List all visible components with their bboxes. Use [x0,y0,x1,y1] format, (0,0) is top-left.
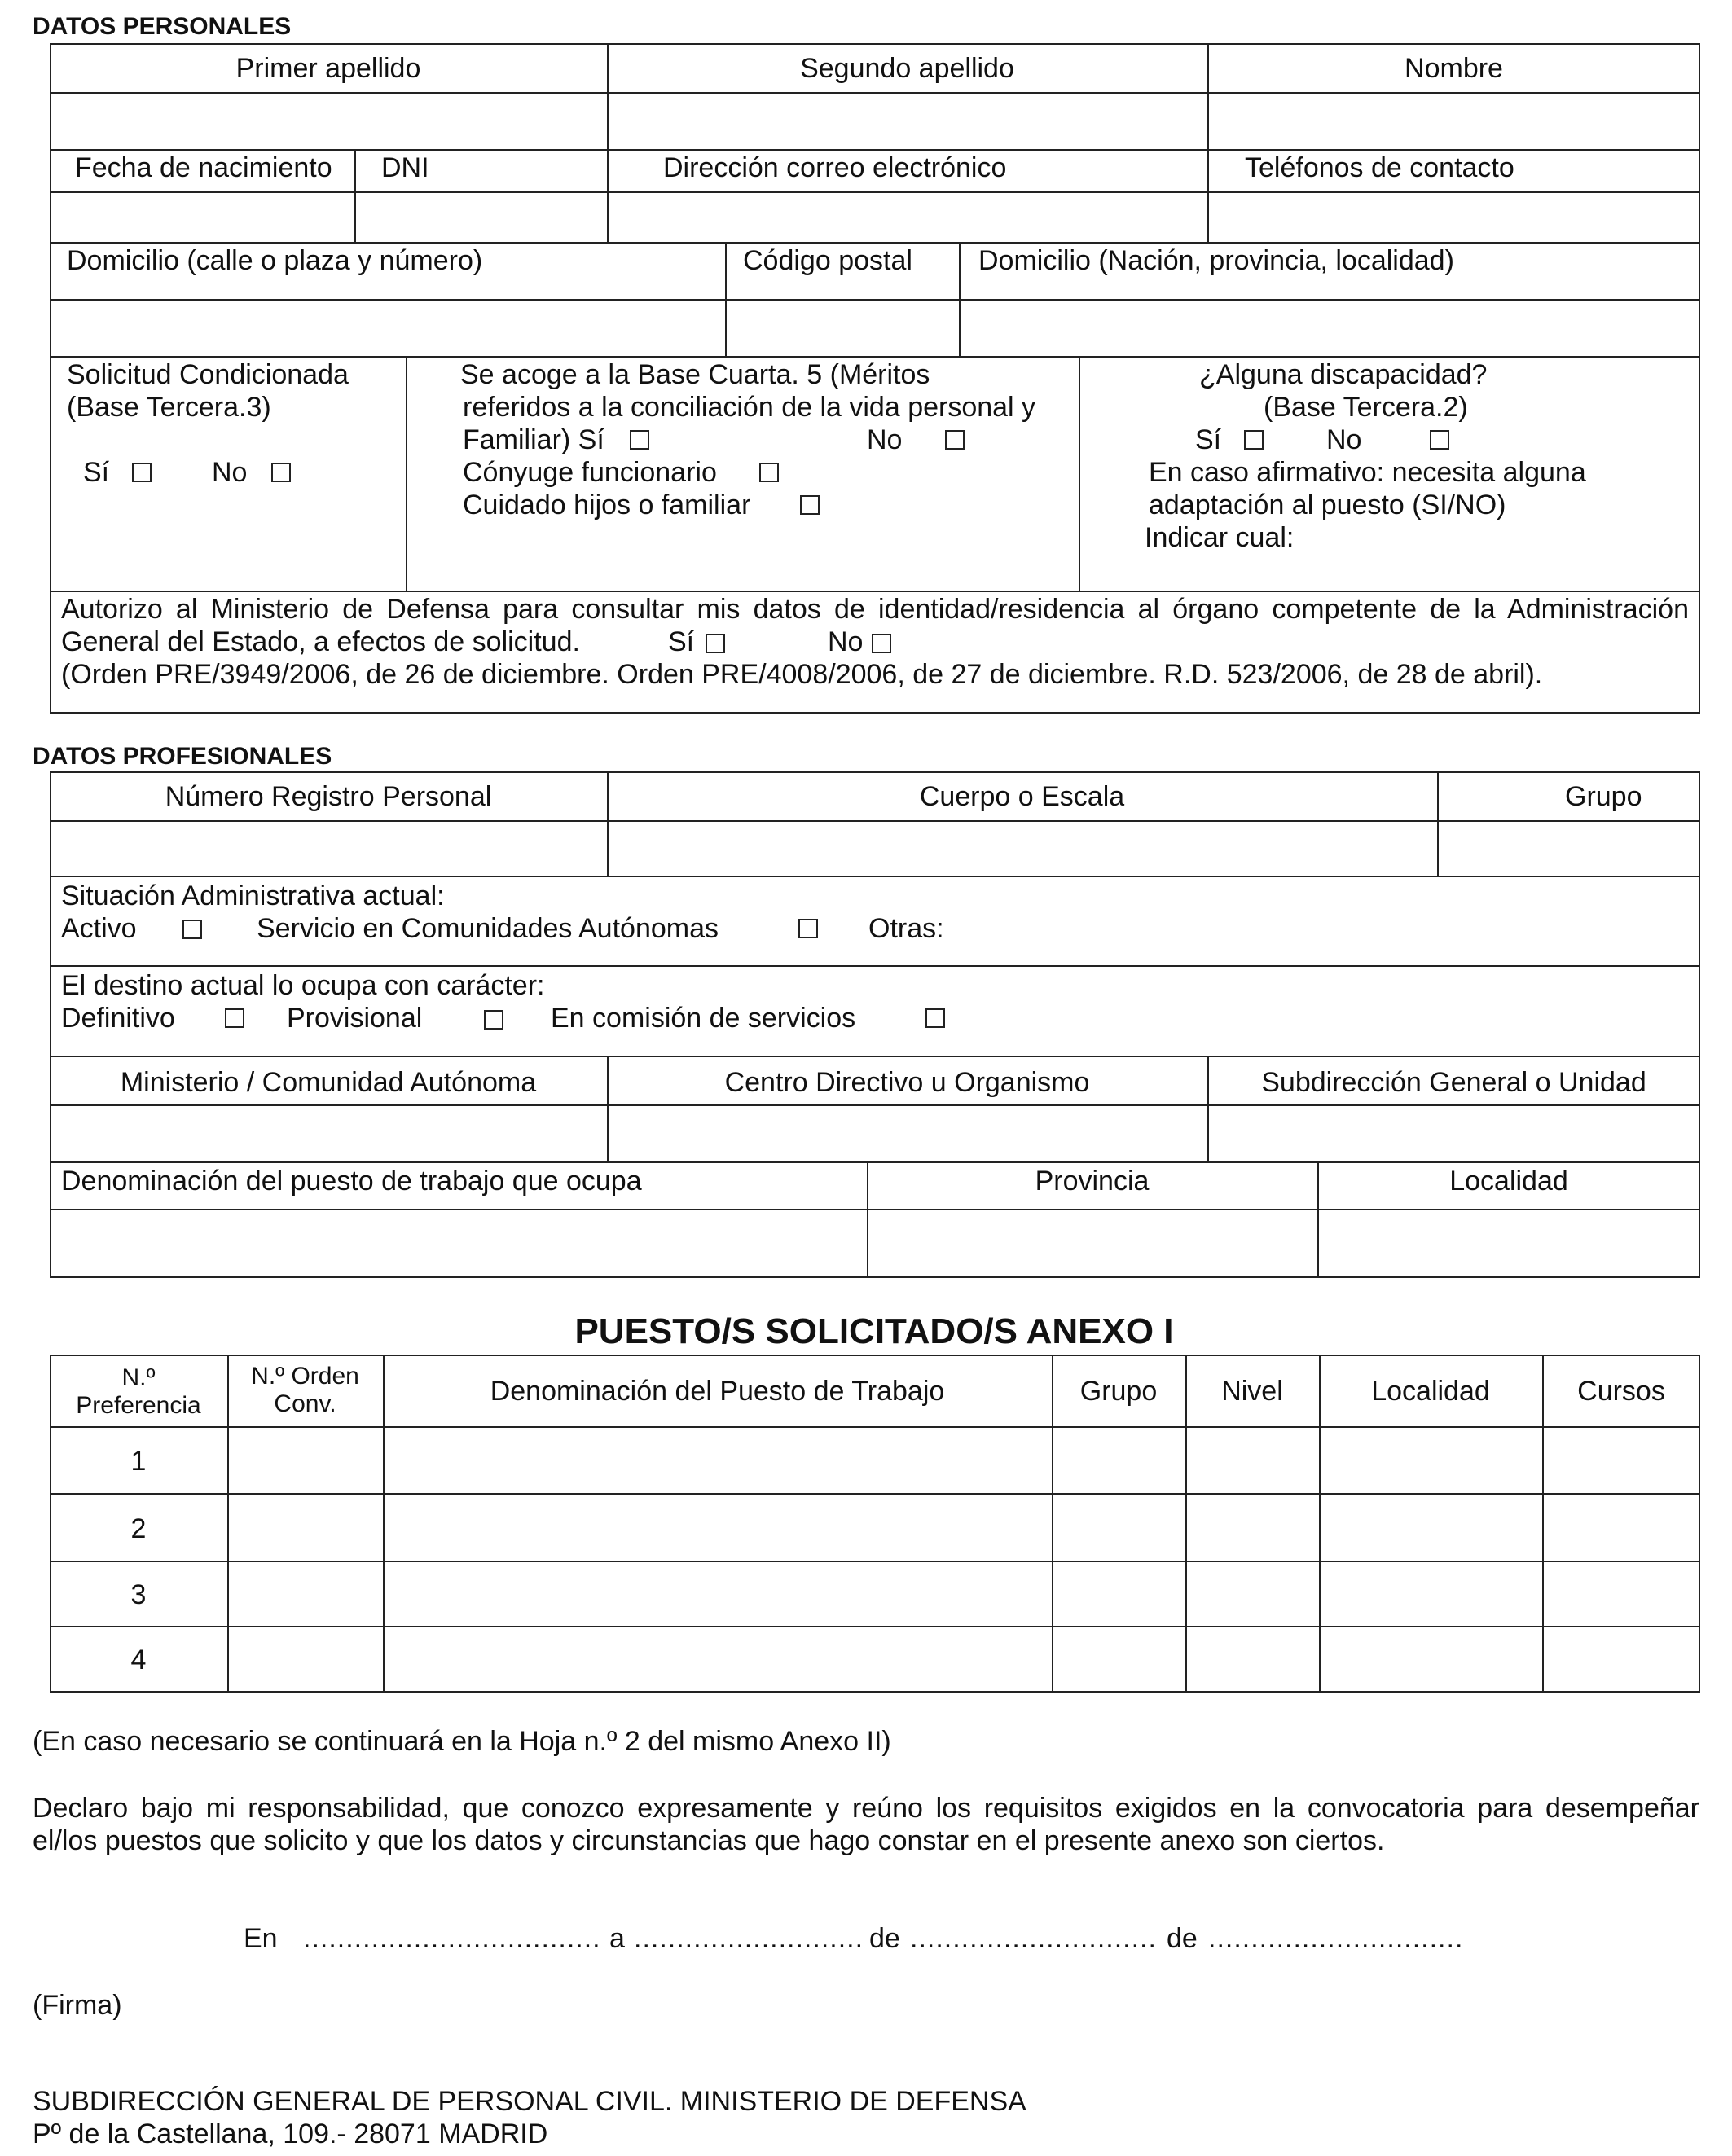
primer-apellido-field[interactable] [51,94,605,147]
denominacion-field[interactable] [51,1210,865,1276]
autorizo-si-checkbox[interactable] [706,634,725,653]
indicar-label: Indicar cual: [1145,522,1295,553]
professional-section-title: DATOS PROFESIONALES [33,743,332,770]
definitivo-checkbox[interactable] [225,1008,244,1028]
condicionada-base-label: (Base Tercera.3) [67,392,271,423]
codigo-postal-field[interactable] [727,301,957,354]
domicilio-calle-label: Domicilio (calle o plaza y número) [67,245,483,276]
discapacidad-si-checkbox[interactable] [1244,430,1264,450]
grupo-label: Grupo [1565,781,1642,812]
activo-checkbox[interactable] [182,920,202,939]
autorizo-no-checkbox[interactable] [872,634,891,653]
condicionada-label: Solicitud Condicionada [67,359,349,390]
fecha-mes-field[interactable]: ............................. [910,1923,1157,1954]
autorizo-text: Autorizo al Ministerio de Defensa para consultar mis datos de identidad/residencia al órgano competente de la Administración [61,594,1689,625]
personal-section-title: DATOS PERSONALES [33,13,292,40]
nrp-label: Número Registro Personal [165,781,492,812]
fecha-nacimiento-label: Fecha de nacimiento [75,152,332,183]
destino-label: El destino actual lo ocupa con carácter: [61,970,545,1001]
otras-label: Otras: [868,913,944,944]
declaracion-text: Declaro bajo mi responsabilidad, que conozco expresamente y reúno los requisitos exigidos en la convocatoria para desempeñar [33,1793,1699,1824]
table-row-number: 1 [130,1446,147,1477]
fecha-en-label: En [244,1923,278,1954]
condicionada-no-label: No [212,457,248,488]
subdireccion-field[interactable] [1209,1106,1699,1160]
dni-label: DNI [381,152,429,183]
cuerpo-label: Cuerpo o Escala [919,781,1125,812]
grupo-field[interactable] [1439,822,1699,874]
discapacidad-no-label: No [1326,424,1362,455]
conyuge-label: Cónyuge funcionario [463,457,717,488]
provisional-checkbox[interactable] [484,1010,503,1030]
domicilio-nacion-field[interactable] [961,301,1699,354]
definitivo-label: Definitivo [61,1003,175,1034]
denominacion-label: Denominación del puesto de trabajo que ocupa [61,1166,642,1197]
domicilio-calle-field[interactable] [51,301,723,354]
declaracion-text-2: el/los puestos que solicito y que los datos y circunstancias que hago constar en el presente anexo son ciertos. [33,1825,1385,1856]
organismo-line-2: Pº de la Castellana, 109.- 28071 MADRID [33,2119,548,2149]
provincia-field[interactable] [868,1210,1316,1276]
telefonos-label: Teléfonos de contacto [1245,152,1514,183]
fecha-nacimiento-field[interactable] [51,193,353,240]
puestos-title: PUESTO/S SOLICITADO/S ANEXO I [574,1311,1174,1351]
ministerio-field[interactable] [51,1106,605,1160]
afirmativo-label: En caso afirmativo: necesita alguna [1149,457,1586,488]
primer-apellido-label: Primer apellido [235,53,421,84]
condicionada-si-checkbox[interactable] [132,463,152,482]
subdireccion-label: Subdirección General o Unidad [1261,1067,1646,1098]
base-cuarta-label-2: referidos a la conciliación de la vida personal y [463,392,1036,423]
base-cuarta-no-label: No [867,424,903,455]
orden-header [227,1363,383,1418]
autorizo-no-label: No [828,626,864,657]
centro-field[interactable] [609,1106,1206,1160]
segundo-apellido-label: Segundo apellido [800,53,1014,84]
discapacidad-no-checkbox[interactable] [1430,430,1449,450]
activo-label: Activo [61,913,137,944]
orden-header-line-2: Conv. [274,1390,336,1417]
pref-header-line-2: Preferencia [76,1392,201,1419]
codigo-postal-label: Código postal [743,245,912,276]
provisional-label: Provisional [287,1003,423,1034]
base-cuarta-no-checkbox[interactable] [945,430,965,450]
fecha-dia-field[interactable]: ........................... [634,1923,864,1954]
condicionada-no-checkbox[interactable] [271,463,291,482]
base-cuarta-si-checkbox[interactable] [630,430,649,450]
dni-field[interactable] [356,193,605,240]
localidad-field[interactable] [1319,1210,1699,1276]
centro-label: Centro Directivo u Organismo [724,1067,1090,1098]
cuidado-label: Cuidado hijos o familiar [463,490,751,520]
servicio-ccaa-checkbox[interactable] [798,919,818,938]
telefonos-field[interactable] [1209,193,1699,240]
servicio-ccaa-label: Servicio en Comunidades Autónomas [257,913,719,944]
condicionada-si-label: Sí [83,457,110,488]
provincia-label: Provincia [1035,1166,1150,1197]
grupo-header: Grupo [1079,1376,1158,1407]
correo-label: Dirección correo electrónico [663,152,1007,183]
table-row-number: 2 [130,1513,147,1544]
fecha-a-label: a [609,1923,625,1954]
base-cuarta-si-label: Familiar) Sí [463,424,604,455]
organismo-line-1: SUBDIRECCIÓN GENERAL DE PERSONAL CIVIL. MINISTERIO DE DEFENSA [33,2086,1026,2117]
cursos-header: Cursos [1577,1376,1665,1407]
orden-header-line-1: N.º Orden [251,1363,359,1390]
fecha-de-label: de [869,1923,900,1954]
cuerpo-field[interactable] [609,822,1435,874]
comision-label: En comisión de servicios [551,1003,856,1034]
table-row-number: 3 [130,1579,147,1610]
localidad-header: Localidad [1371,1376,1490,1407]
segundo-apellido-field[interactable] [609,94,1206,147]
autorizo-si-label: Sí [668,626,695,657]
fecha-anio-field[interactable]: .............................. [1208,1923,1464,1954]
autorizo-text-2: General del Estado, a efectos de solicitud. [61,626,580,657]
domicilio-nacion-label: Domicilio (Nación, provincia, localidad) [978,245,1454,276]
discapacidad-label: ¿Alguna discapacidad? [1199,359,1488,390]
discapacidad-base-label: (Base Tercera.2) [1264,392,1468,423]
situacion-label: Situación Administrativa actual: [61,880,445,911]
correo-field[interactable] [609,193,1206,240]
nrp-field[interactable] [51,822,605,874]
firma-label: (Firma) [33,1990,122,2021]
table-row-number: 4 [130,1644,147,1675]
pref-header [50,1364,227,1420]
comision-checkbox[interactable] [925,1008,945,1028]
nombre-field[interactable] [1209,94,1699,147]
conyuge-checkbox[interactable] [759,463,779,482]
localidad-label: Localidad [1449,1166,1568,1197]
denominacion-header: Denominación del Puesto de Trabajo [490,1376,945,1407]
cuidado-checkbox[interactable] [800,495,820,515]
ministerio-label: Ministerio / Comunidad Autónoma [120,1067,537,1098]
base-cuarta-label: Se acoge a la Base Cuarta. 5 (Méritos [460,359,930,390]
nombre-label: Nombre [1405,53,1503,84]
discapacidad-si-label: Sí [1195,424,1222,455]
pref-header-line-1: N.º [121,1364,156,1391]
fecha-de-label-2: de [1167,1923,1198,1954]
continuara-note: (En caso necesario se continuará en la Hoja n.º 2 del mismo Anexo II) [33,1726,891,1757]
autorizo-normativa: (Orden PRE/3949/2006, de 26 de diciembre. Orden PRE/4008/2006, de 27 de diciembre. R.D. 523/2006, de 28 de abril). [61,659,1543,690]
fecha-lugar-field[interactable]: ................................... [303,1923,601,1954]
afirmativo-label-2: adaptación al puesto (SI/NO) [1149,490,1506,520]
nivel-header: Nivel [1221,1376,1283,1407]
